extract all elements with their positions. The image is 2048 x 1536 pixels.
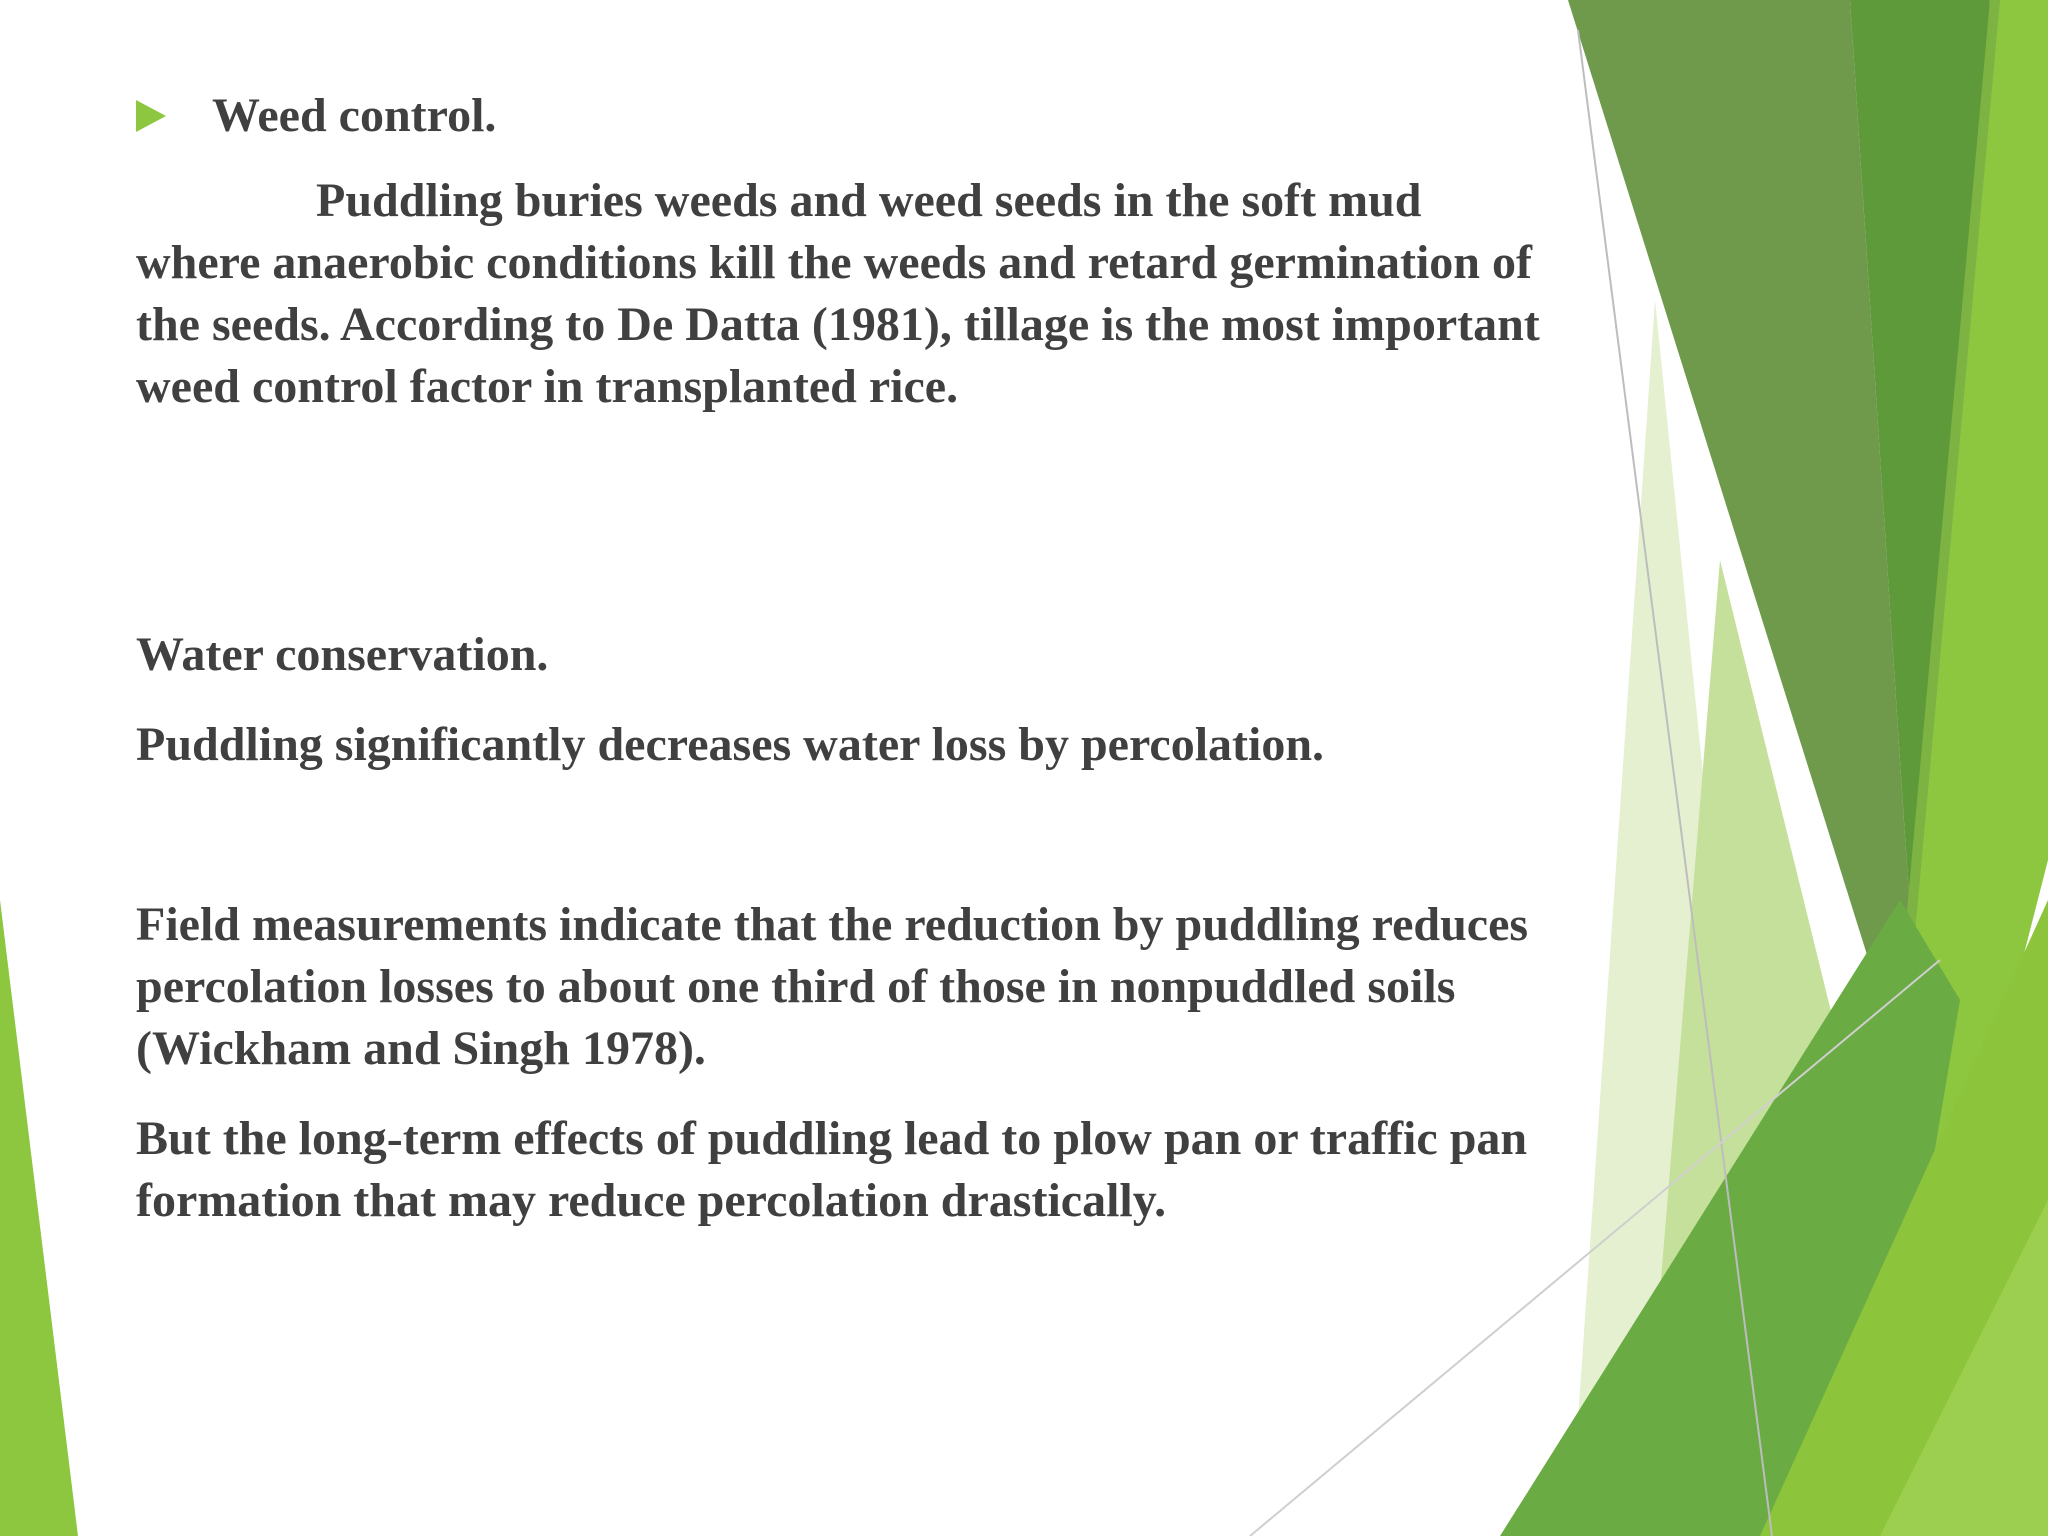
paragraph-longterm: But the long-term effects of puddling lead to plow pan or traffic pan formation that may reduce percolation drastically. (136, 1112, 1528, 1227)
bullet-item (136, 80, 496, 152)
triangle-bullet-icon (136, 100, 166, 132)
paragraph-weed: Puddling buries weeds and weed seeds in the soft mud where anaerobic conditions kill the weeds and retard germination of the seeds. According to De Datta (1981), tillage is the most important weed control factor in transplanted rice. (136, 174, 1540, 413)
paragraph-water: Puddling significantly decreases water loss by percolation. (136, 718, 1325, 771)
paragraph-field: Field measurements indicate that the reduction by puddling reduces percolation losses to about one third of those in nonpuddled soils (Wickham and Singh 1978). (136, 898, 1529, 1075)
heading-weed-control: Weed control. (212, 89, 497, 142)
heading-water-conservation: Water conservation. (136, 628, 549, 681)
